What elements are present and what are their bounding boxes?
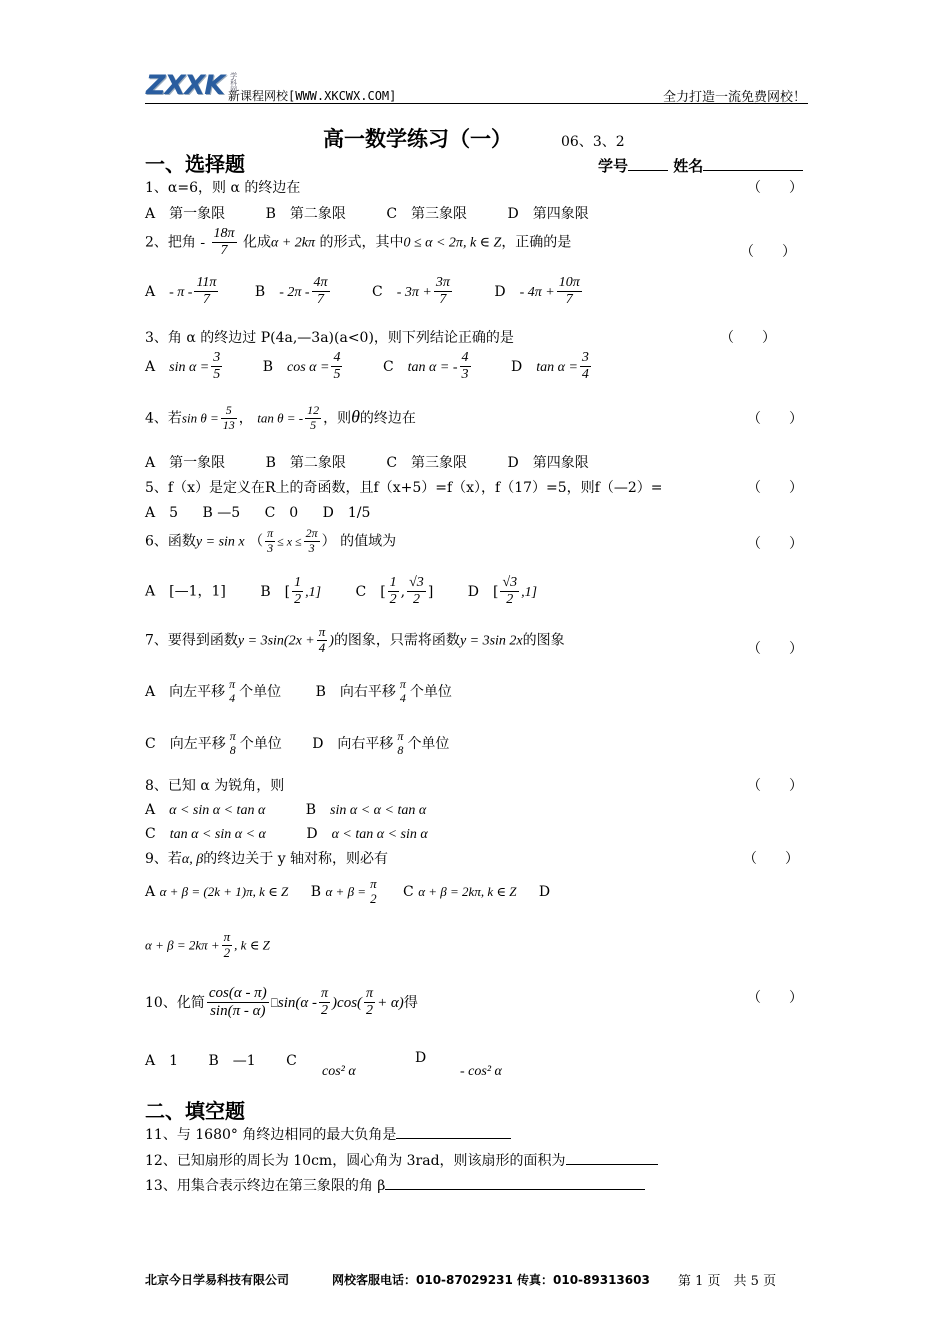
option-d[interactable]: D α < tan α < sin α <box>306 826 428 842</box>
site-name: 新课程网校[WWW.XKCWX.COM] <box>228 89 397 103</box>
q5-answer-paren[interactable]: （ ） <box>747 480 803 496</box>
q8-answer-paren[interactable]: （ ） <box>747 778 803 794</box>
q6-stem: 6、函数y = sin x （ $\frac{\pi}{3}$ ≤ x ≤ $\frac{2\pi}{3}$ ） 的值域为 <box>145 526 397 555</box>
footer-page: 第 1 页 共 5 页 <box>678 1274 777 1289</box>
footer-company: 北京今日学易科技有限公司 <box>145 1273 290 1287</box>
q4-answer-paren[interactable]: （ ） <box>747 411 803 427</box>
q12-blank[interactable] <box>566 1150 658 1165</box>
option-a[interactable]: A 向左平移 π 4 个单位 <box>145 677 282 705</box>
q10-option-c[interactable]: cos² α <box>322 1064 356 1079</box>
q7-stem: 7、要得到函数y = 3sin(2x + $\frac{\pi}{4}$ )的图象，只需将函数y = 3sin 2x的图象 <box>145 624 565 655</box>
option-c-label[interactable]: C <box>286 1053 297 1069</box>
q2-angle-fraction: $\frac{18\pi}{7}$ <box>213 226 235 259</box>
q7-options-ab <box>145 678 452 706</box>
page-title: 高一数学练习（一） <box>323 126 512 151</box>
section-2-heading: 二、填空题 <box>145 1099 245 1123</box>
option-c[interactable]: C [ $\frac{1}{2}$ , $\frac{√3}{2}$ ] <box>355 575 434 608</box>
q2-post: 的形式，其中 <box>319 234 404 251</box>
q10-answer-paren[interactable]: （ ） <box>747 990 803 1006</box>
option-b[interactable]: B α + β = π 2 <box>310 876 377 906</box>
q2-options <box>145 275 584 308</box>
q2-form: α + 2kπ <box>270 235 315 251</box>
option[interactable]: A 第一象限 <box>145 455 226 471</box>
option-a[interactable]: A α + β = (2k + 1)π, k ∈ Z <box>145 883 289 900</box>
logo <box>146 70 239 101</box>
q2-pre: 2、把角 <box>145 234 196 251</box>
option-a[interactable]: A - π - $\frac{11\pi}{7}$ <box>145 275 217 308</box>
q8-options-ab <box>145 799 426 819</box>
q4-stem: 4、若sin θ = $\frac{5}{13}$ ， tan θ = - $\frac{12}{5}$ ，则θ的终边在 <box>145 403 416 432</box>
option-c[interactable]: C tan α < sin α < α <box>145 826 266 842</box>
q13: 13、用集合表示终边在第三象限的角 β <box>145 1175 645 1195</box>
q2-cond: 0 ≤ α < 2π, k ∈ Z <box>403 235 502 251</box>
q1-stem: 1、α=6，则 α 的终边在 <box>145 180 301 196</box>
q3-answer-paren[interactable]: （ ） <box>720 330 776 346</box>
option-d[interactable]: D - 4π + $\frac{10\pi}{7}$ <box>494 275 580 308</box>
name-label-text: 姓名 <box>673 157 704 175</box>
option[interactable]: A 第一象限 <box>145 206 226 222</box>
section-1-heading: 一、选择题 <box>145 152 245 176</box>
q1-answer-paren[interactable]: （ ） <box>747 180 803 196</box>
q1-options <box>145 203 589 223</box>
q2-stem: 2、把角 - $\frac{18\pi}{7}$ 化成α + 2kπ 的形式，其中0 ≤ α < 2π, k ∈ Z，正确的是 <box>145 226 572 259</box>
date: 06、3、2 <box>561 134 625 150</box>
option-c[interactable]: C tan α = - $\frac{4}{3}$ <box>382 350 469 383</box>
q12: 12、已知扇形的周长为 10cm，圆心角为 3rad，则该扇形的面积为 <box>145 1150 658 1170</box>
q13-blank[interactable] <box>385 1175 645 1190</box>
q11: 11、与 1680° 角终边相同的最大负角是 <box>145 1124 511 1144</box>
q3-stem: 3、角 α 的终边过 P(4a,—3a)(a<0)，则下列结论正确的是 <box>145 330 514 346</box>
student-id-label <box>598 155 803 176</box>
option[interactable]: D 1/5 <box>322 505 371 521</box>
id-blank[interactable] <box>628 156 668 171</box>
q11-blank[interactable] <box>396 1124 511 1139</box>
q10-option-d[interactable]: - cos² α <box>460 1064 502 1079</box>
q4-options <box>145 452 589 472</box>
option-a[interactable]: A [—1，1] <box>145 583 226 600</box>
option[interactable]: D 第四象限 <box>507 206 589 222</box>
q10-stem: 10、化简 $\frac{\cos(\alpha - \pi)}{\sin(\pi - \alpha)}$ ⎕sin(α - $\frac{\pi}{2}$ )cos( $\frac{\pi}{2}$ + α)得 <box>145 985 418 1020</box>
q2-tail: ，正确的是 <box>501 234 572 251</box>
q10-option-d-label[interactable]: D <box>415 1050 427 1066</box>
q3-options <box>145 350 593 383</box>
q5-options <box>145 502 370 522</box>
option-a[interactable]: A 1 <box>145 1053 179 1069</box>
header-rule <box>145 103 808 104</box>
q10-options <box>145 1050 297 1070</box>
q7-options-cd <box>145 730 449 758</box>
option-c[interactable]: C 向左平移 π 8 个单位 <box>145 729 282 757</box>
option-a[interactable]: A α < sin α < tan α <box>145 802 266 818</box>
option[interactable]: D 第四象限 <box>507 455 589 471</box>
option-d[interactable]: D tan α = $\frac{3}{4}$ <box>510 350 589 383</box>
option[interactable]: C 第三象限 <box>386 455 468 471</box>
option[interactable]: C 0 <box>264 505 299 521</box>
logo-text: ZXXK <box>146 70 225 101</box>
option-c[interactable]: C - 3π + $\frac{3\pi}{7}$ <box>372 275 450 308</box>
q2-mid: 化成 <box>242 234 271 251</box>
option-d-label[interactable]: D <box>538 883 551 900</box>
option-d[interactable]: D [ $\frac{√3}{2}$ ,1] <box>467 575 538 608</box>
logo-side: 学科网 <box>229 72 238 93</box>
q8-stem: 8、已知 α 为锐角，则 <box>145 778 285 794</box>
q9-answer-paren[interactable]: （ ） <box>743 851 799 867</box>
option-b[interactable]: B - 2π - $\frac{4\pi}{7}$ <box>254 275 328 308</box>
option-b[interactable]: B [ $\frac{1}{2}$ ,1] <box>260 575 322 608</box>
option[interactable]: A 5 <box>145 505 179 521</box>
footer-service: 网校客服电话：010-87029231 传真：010-89313603 <box>332 1273 650 1287</box>
option-d[interactable]: D 向右平移 π 8 个单位 <box>312 729 450 757</box>
q9-option-d[interactable]: α + β = 2kπ + $\frac{\pi}{2}$ , k ∈ Z <box>145 929 270 960</box>
id-label-text: 学号 <box>598 157 629 175</box>
slogan: 全力打造一流免费网校！ <box>662 90 806 105</box>
name-blank[interactable] <box>703 156 803 171</box>
option-b[interactable]: B cos α = $\frac{4}{5}$ <box>262 350 341 383</box>
q7-answer-paren[interactable]: （ ） <box>747 641 803 657</box>
q9-options <box>145 877 550 907</box>
q5-stem: 5、f（x）是定义在R上的奇函数，且f（x+5）=f（x），f（17）=5，则f（—2）= <box>145 480 663 496</box>
q6-options <box>145 575 537 608</box>
option-b[interactable]: B 向右平移 π 4 个单位 <box>315 677 452 705</box>
option-a[interactable]: A sin α = $\frac{3}{5}$ <box>145 350 221 383</box>
option-b[interactable]: B —1 <box>208 1053 256 1069</box>
option-b[interactable]: B sin α < α < tan α <box>305 802 427 818</box>
q6-answer-paren[interactable]: （ ） <box>747 536 803 552</box>
q2-answer-paren[interactable]: （ ） <box>740 244 796 260</box>
q8-options-cd <box>145 823 428 843</box>
option[interactable]: B 第二象限 <box>265 206 346 222</box>
option[interactable]: C 第三象限 <box>386 206 468 222</box>
option-c[interactable]: C α + β = 2kπ, k ∈ Z <box>403 883 517 900</box>
option[interactable]: B —5 <box>202 505 241 521</box>
q9-stem: 9、若α, β的终边关于 y 轴对称，则必有 <box>145 851 389 867</box>
option[interactable]: B 第二象限 <box>265 455 346 471</box>
